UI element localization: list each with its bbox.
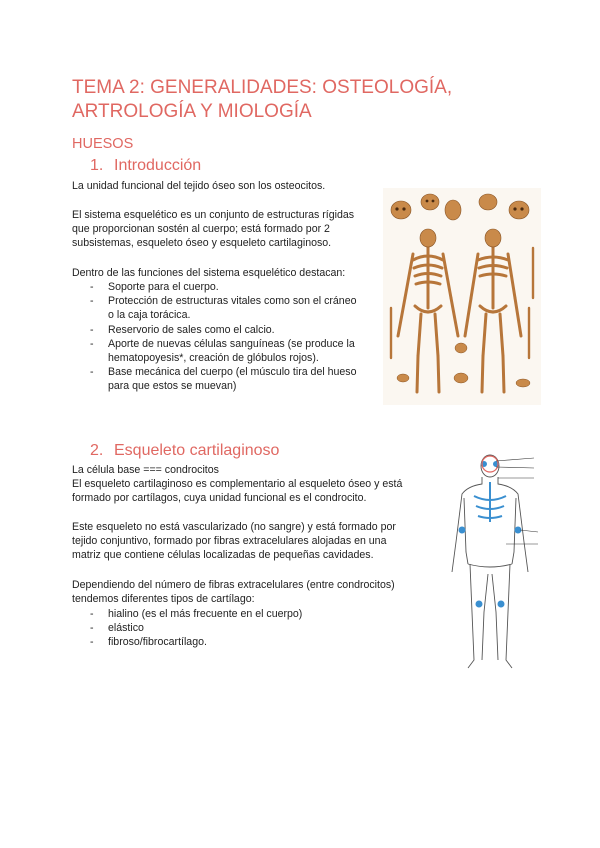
cartilage-paragraph-4 bbox=[72, 578, 395, 606]
intro-paragraph-3: Dentro de las funciones del sistema esquelético destacan: bbox=[72, 267, 346, 279]
back-skull bbox=[485, 229, 501, 247]
text-line: Base mecánica del cuerpo (el músculo tira del hueso bbox=[108, 366, 357, 379]
title-line-1: TEMA 2: GENERALIDADES: OSTEOLOGÍA, bbox=[72, 77, 453, 98]
text-line: elástico bbox=[108, 622, 144, 635]
bullet-dash: - bbox=[90, 281, 94, 293]
cartilage-highlights bbox=[460, 462, 521, 607]
text-line: fibroso/fibrocartílago. bbox=[108, 636, 207, 649]
text-line: formado por cartílagos, cuya unidad funcional es el condrocito. bbox=[72, 492, 367, 505]
cartilage-paragraph-3 bbox=[72, 520, 396, 563]
text-line: tendemos diferentes tipos de cartílago: bbox=[72, 593, 255, 606]
list-item bbox=[72, 621, 392, 635]
list-item bbox=[72, 337, 372, 365]
section-heading-huesos: HUESOS bbox=[72, 136, 134, 152]
bullet-dash: - bbox=[90, 295, 94, 308]
cartilage-body-illustration bbox=[438, 452, 544, 672]
title-line-2: ARTROLOGÍA Y MIOLOGÍA bbox=[72, 101, 312, 122]
subheading-introduccion bbox=[90, 157, 201, 175]
list-item bbox=[72, 280, 372, 294]
front-skull bbox=[420, 229, 436, 247]
intro-paragraph-1: La unidad funcional del tejido óseo son los osteocitos. bbox=[72, 180, 326, 192]
functions-list bbox=[72, 280, 372, 394]
text-line: o la caja torácica. bbox=[108, 309, 191, 322]
bullet-dash: - bbox=[90, 622, 94, 635]
text-line: tejido conjuntivo, formado por fibras extracelulares alojadas en una bbox=[72, 535, 387, 548]
text-line: El esqueleto cartilaginoso es complementario al esqueleto óseo y está bbox=[72, 478, 403, 490]
text-line: para que estos se muevan) bbox=[108, 380, 237, 393]
list-item bbox=[72, 635, 392, 649]
text-line: matriz que contiene células localizadas de pequeñas cavidades. bbox=[72, 549, 374, 562]
document-title bbox=[72, 76, 542, 124]
intro-paragraph-2 bbox=[72, 208, 354, 251]
text-line: Aporte de nuevas células sanguíneas (se produce la bbox=[108, 337, 355, 350]
subheading-text: Esqueleto cartilaginoso bbox=[114, 442, 280, 459]
text-line: Este esqueleto no está vascularizado (no sangre) y está formado por bbox=[72, 521, 396, 533]
list-item bbox=[72, 365, 372, 393]
bullet-dash: - bbox=[90, 366, 94, 379]
skeleton-illustration bbox=[383, 188, 541, 405]
subheading-number: 2. bbox=[90, 442, 104, 459]
bullet-dash: - bbox=[90, 636, 94, 649]
subheading-number: 1. bbox=[90, 157, 104, 174]
text-line: Reservorio de sales como el calcio. bbox=[108, 323, 275, 336]
bullet-dash: - bbox=[90, 323, 94, 336]
list-item bbox=[72, 294, 372, 322]
text-line: Soporte para el cuerpo. bbox=[108, 281, 219, 293]
subheading-esqueleto-cartilaginoso bbox=[90, 442, 279, 460]
cartilage-paragraph-1: La célula base === condrocitos bbox=[72, 464, 219, 476]
text-line: El sistema esquelético es un conjunto de estructuras rígidas bbox=[72, 209, 355, 221]
list-item bbox=[72, 323, 372, 337]
bullet-dash: - bbox=[90, 608, 94, 620]
text-line: hialino (es el más frecuente en el cuerpo) bbox=[108, 608, 303, 620]
cartilage-types-list bbox=[72, 607, 392, 650]
list-item bbox=[72, 607, 392, 621]
text-line: hematopoyesis*, creación de glóbulos rojos). bbox=[108, 352, 319, 365]
subheading-text: Introducción bbox=[114, 157, 202, 174]
bullet-dash: - bbox=[90, 337, 94, 350]
text-line: subsistemas, esqueleto óseo y esqueleto cartilaginoso. bbox=[72, 237, 332, 250]
cartilage-paragraph-2 bbox=[72, 477, 402, 505]
text-line: Protección de estructuras vitales como son el cráneo bbox=[108, 295, 357, 308]
text-line: Dependiendo del número de fibras extracelulares (entre condrocitos) bbox=[72, 579, 395, 591]
text-line: que proporcionan sostén al cuerpo; está formado por 2 bbox=[72, 223, 330, 236]
